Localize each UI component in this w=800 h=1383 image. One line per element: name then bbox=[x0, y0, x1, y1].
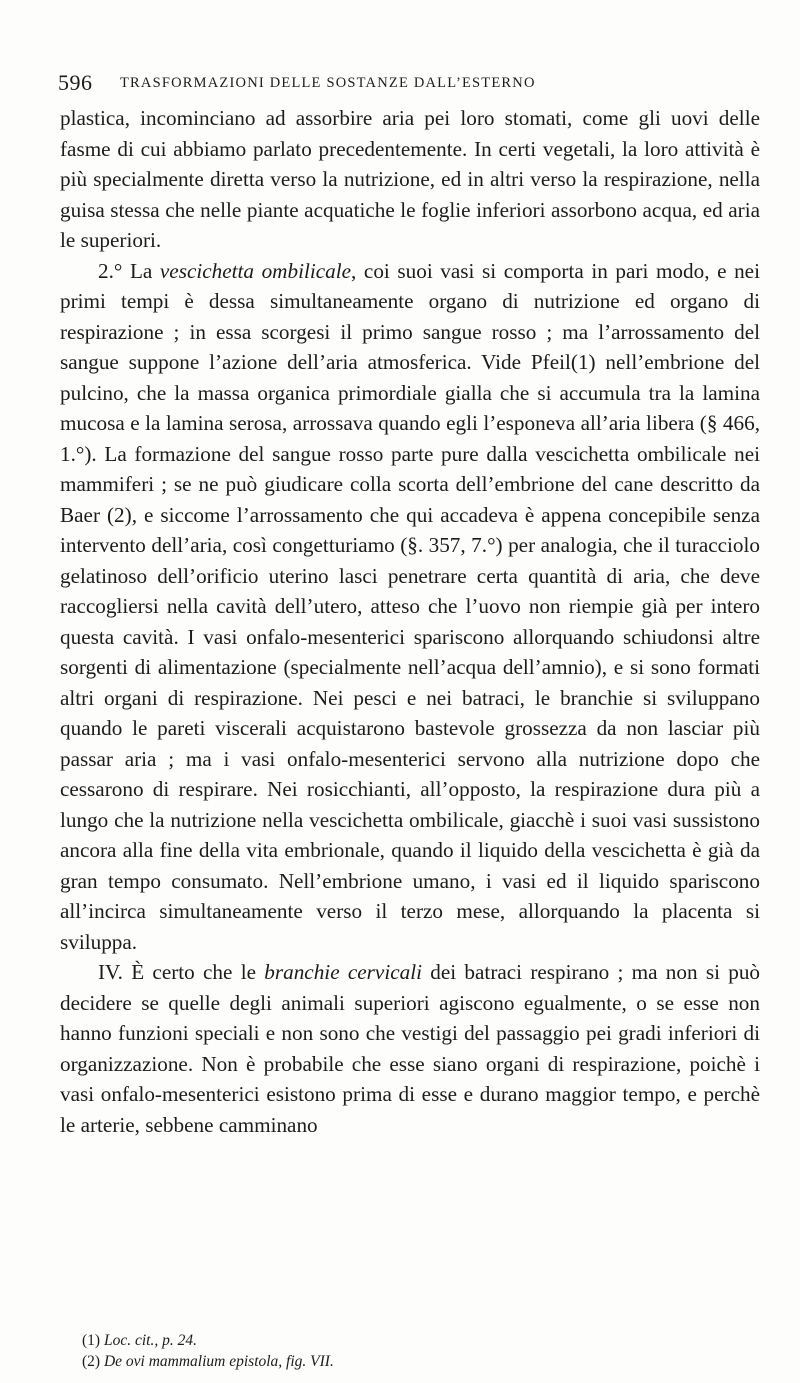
paragraph-3 bbox=[60, 957, 760, 1140]
paragraph-text: plastica, incominciano ad assorbire aria pei loro stomati, come gli uovi delle fasme di cui abbiamo parlato precedentemente. In certi vegetali, la loro attività è più specialmente diretta verso la nutrizione, ed in altri verso la respirazione, nella guisa stessa che nelle piante acquatiche le foglie inferiori assorbono acqua, ed aria le superiori. bbox=[60, 106, 760, 252]
paragraph-text: IV. È certo che le bbox=[98, 960, 265, 984]
paragraph-1 bbox=[60, 103, 760, 256]
body-text bbox=[60, 103, 760, 1140]
footnote-1 bbox=[82, 1330, 742, 1351]
term-vescichetta-ombilicale: vescichetta ombilicale bbox=[159, 258, 352, 283]
page-header bbox=[58, 70, 758, 100]
footnotes bbox=[82, 1330, 742, 1372]
page-number: 596 bbox=[58, 70, 93, 95]
footnote-label: (2) bbox=[82, 1353, 104, 1370]
footnote-text: Loc. cit., p. 24. bbox=[103, 1332, 197, 1349]
paragraph-text: dei batraci respirano ; ma non si può decidere se quelle degli animali superiori agiscono egualmente, o se esse non hanno funzioni speciali e non sono che vestigi del passaggio pei gradi inferiori di organizzazione. Non è probabile che esse siano organi di respirazione, poichè i vasi onfalo-mesenterici esistono prima di esse e durano maggior tempo, e perchè le arterie, sebbene camminano bbox=[60, 960, 761, 1137]
footnote-label: (1) bbox=[82, 1332, 104, 1349]
footnote-text: De ovi mammalium epistola, fig. VII. bbox=[103, 1353, 334, 1370]
running-head: TRASFORMAZIONI DELLE SOSTANZE DALL’ESTERNO bbox=[120, 75, 536, 91]
paragraph-2 bbox=[60, 256, 760, 958]
paragraph-text: , coi suoi vasi si comporta in pari modo, e nei primi tempi è dessa simultaneamente organo di nutrizione ed organo di respirazione ; in essa scorgesi il primo sangue rosso ; ma l’arrossamento del sangue suppone l’azione dell’aria atmosferica. Vide Pfeil(1) nell’embrione del pulcino, che la massa organica primordiale gialla che si accumula tra la lamina mucosa e la lamina serosa, arrossava quando egli l’esponeva all’aria libera (§ 466, 1.°). La formazione del sangue rosso parte pure dalla vescichetta ombilicale nei mammiferi ; se ne può giudicare colla scorta dell’embrione del cane descritto da Baer (2), e siccome l’arrossamento che qui accadeva è appena concepibile senza intervento dell’aria, così congetturiamo (§. 357, 7.°) per analogia, che il turacciolo gelatinoso dell’orificio uterino lasci penetrare certa quantità di aria, che deve raccogliersi nella cavità dell’utero, atteso che l’uovo non riempie già per intero questa cavità. I vasi onfalo-mesenterici spariscono allorquando schiudonsi altre sorgenti di alimentazione (specialmente nell’acqua dell’amnio), e si sono formati altri organi di respirazione. Nei pesci e nei batraci, le branchie si sviluppano quando le pareti viscerali acquistarono bastevole grossezza da non lasciar più passar aria ; ma i vasi onfalo-mesenterici servono alla nutrizione dopo che cessarono di respirare. Nei rosicchianti, all’opposto, la respirazione dura più a lungo che la nutrizione nella vescichetta ombilicale, giacchè i suoi vasi sussistono ancora alla fine della vita embrionale, quando il liquido della vescichetta è già da gran tempo consumato. Nell’embrione umano, i vasi ed il liquido spariscono all’incirca simultaneamente verso il terzo mese, allorquando la placenta si sviluppa. bbox=[60, 258, 760, 954]
term-branchie-cervicali: branchie cervicali bbox=[264, 960, 422, 984]
footnote-2 bbox=[82, 1351, 742, 1372]
paragraph-text: 2.° La bbox=[98, 258, 160, 283]
